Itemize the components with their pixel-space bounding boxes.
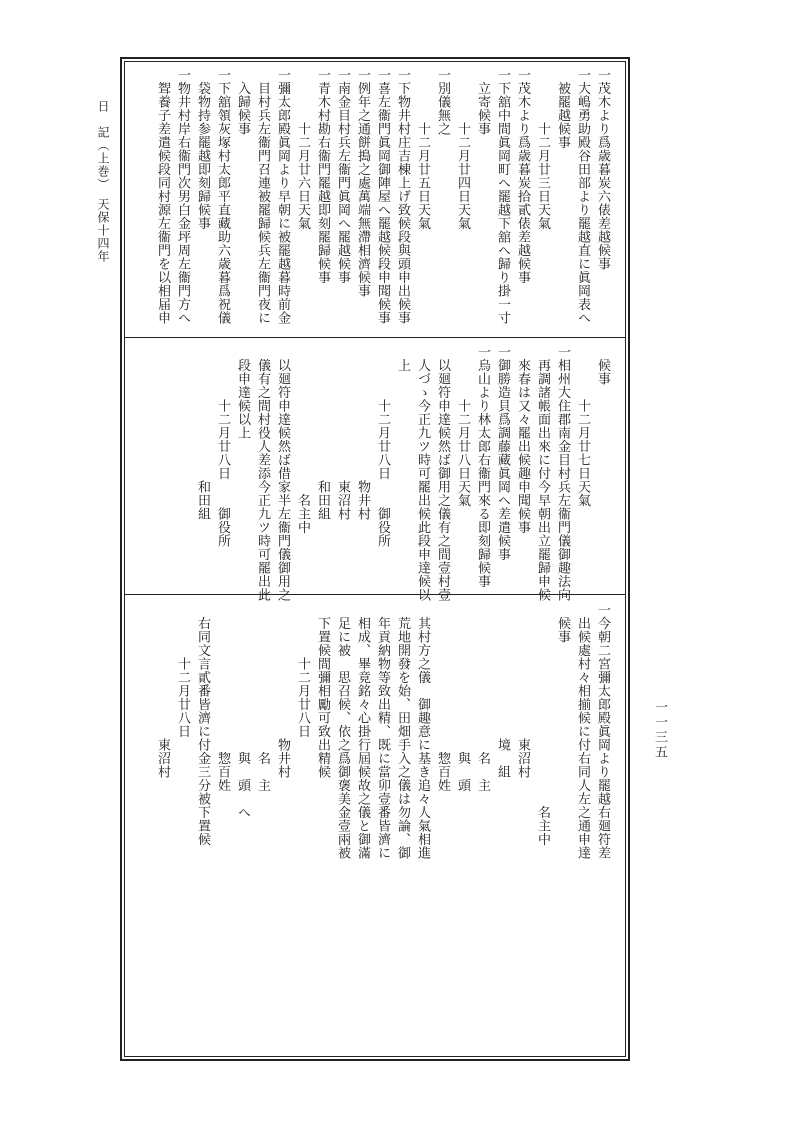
text-column: 十二月廿四日天氣: [455, 68, 470, 230]
text-column: 下置候間彌相勵可致出精候: [315, 603, 330, 779]
text-column: 右同文言貳番皆濟に付金三分被下置候: [195, 603, 210, 846]
text-column: 十二月廿三日天氣: [535, 68, 550, 230]
text-column: 聟養子差遣候段同村源左衞門を以相届申: [155, 68, 170, 325]
text-column: 相成、畢竟銘々心掛行屆候故之儀と御滿: [355, 603, 370, 860]
text-column: 名 主: [475, 603, 490, 792]
text-column: 其村方之儀 御趣意に基き追々人氣相進: [415, 603, 430, 860]
text-column: 和田組: [315, 345, 330, 521]
text-column: 入歸候事: [235, 68, 250, 136]
section-divider-2: [124, 594, 626, 595]
text-column: 一今朝二宮彌太郎殿眞岡より罷越右廻符差: [595, 603, 610, 860]
text-column: 十二月廿八日: [295, 603, 310, 738]
text-column: 名主中: [535, 603, 550, 846]
text-column: 物井村: [275, 603, 290, 779]
text-column: 十二月廿六日天氣: [295, 68, 310, 230]
text-column: 一喜左衞門眞岡御陣屋へ罷越候段申聞候事: [375, 68, 390, 325]
text-column: 荒地開發を始、田畑手入之儀は勿論、御: [395, 603, 410, 860]
text-column: 十二月廿五日天氣: [415, 68, 430, 230]
text-column: 出候處村々相揃候に付右同人左之通申達: [575, 603, 590, 860]
text-column: 袋物持参罷越即刻歸候事: [195, 68, 210, 230]
text-column: 惣百姓: [435, 603, 450, 792]
text-column: 東沼村: [155, 603, 170, 779]
text-column: 與 頭 へ: [235, 603, 250, 819]
text-column: 一大嶋勇助殿谷田部より罷越直に眞岡表へ: [575, 68, 590, 325]
text-column: 一青木村勘右衞門罷越即刻罷歸候事: [315, 68, 330, 284]
text-column: 一茂木より爲歳暮炭拾貳俵差越候事: [515, 68, 530, 284]
text-column: 來春は又々罷出候趣申聞候事: [515, 345, 530, 534]
text-column: 儀有之間村役人差添今正九ツ時可罷出此: [255, 345, 270, 602]
text-column: 足に被 思召候、依之爲御褒美金壹兩被: [335, 603, 350, 860]
text-column: 一烏山より林太郎右衞門來る即刻歸候事: [475, 345, 490, 588]
text-column: 段申達候以上: [235, 345, 250, 440]
text-column: 一別儀無之: [435, 68, 450, 136]
text-column: 以廻符申達候然ば御用之儀有之間壹村壹: [435, 345, 450, 602]
text-column: 和田組: [195, 345, 210, 521]
text-column: 一物井村岸右衞門次男白金坪周左衞門方へ: [175, 68, 190, 325]
text-column: 以廻符申達候然ば借家半左衞門儀御用之: [275, 345, 290, 602]
text-column: 上: [395, 345, 410, 372]
page-number: 一一三五: [652, 700, 667, 760]
text-column: 一例年之通餅搗之處萬端無滯相濟候事: [355, 68, 370, 298]
text-column: 十二月廿八日天氣: [455, 345, 470, 507]
text-column: 一下物井村庄吉棟上げ致候段與頭申出候事: [395, 68, 410, 325]
text-column: 與 頭: [455, 603, 470, 792]
text-column: 一彌太郎殿眞岡より早朝に被罷越暮時前金: [275, 68, 290, 325]
text-column: 一南金目村兵左衞門眞岡へ罷越候事: [335, 68, 350, 284]
text-column: 立寄候事: [475, 68, 490, 136]
text-column: 人づゝ今正九ツ時可罷出候此段申達候以: [415, 345, 430, 602]
text-column: 名主中: [295, 345, 310, 534]
running-head: 日 記（上巻） 天保十四年: [96, 100, 110, 263]
section-divider-1: [124, 337, 626, 338]
text-column: 一下舘中間眞岡町へ罷越下舘へ歸り掛一寸: [495, 68, 510, 325]
text-column: 東沼村: [515, 603, 530, 779]
text-column: 一下舘領灰塚村太郎平直藏助六歳暮爲祝儀: [215, 68, 230, 325]
text-column: 十二月廿八日 御役所: [215, 345, 230, 548]
text-column: 十二月廿八日 御役所: [375, 345, 390, 548]
text-column: 年貢納物等致出精、既に當卯壹番皆濟に: [375, 603, 390, 860]
text-column: 被罷越候事: [555, 68, 570, 149]
text-column: 十二月廿八日: [175, 603, 190, 738]
text-column: 惣百姓: [215, 603, 230, 792]
text-column: 東沼村: [335, 345, 350, 521]
text-column: 候事: [555, 603, 570, 644]
text-column: 候事: [595, 345, 610, 386]
text-column: 物井村: [355, 345, 370, 521]
text-column: 一茂木より爲歳暮炭六俵差越候事: [595, 68, 610, 271]
text-column: 一相州大住郡南金目村兵左衞門儀御趣法向: [555, 345, 570, 602]
text-column: 一御勝造貝爲調藤藏眞岡へ差遣候事: [495, 345, 510, 561]
text-column: 目村兵左衞門召連被罷歸候兵左衞門夜に: [255, 68, 270, 325]
text-column: 名 主: [255, 603, 270, 792]
text-column: 十二月廿七日天氣: [575, 345, 590, 507]
text-column: 再調諸帳面出來に付今早朝出立罷歸申候: [535, 345, 550, 602]
text-column: 境 組: [495, 603, 510, 779]
